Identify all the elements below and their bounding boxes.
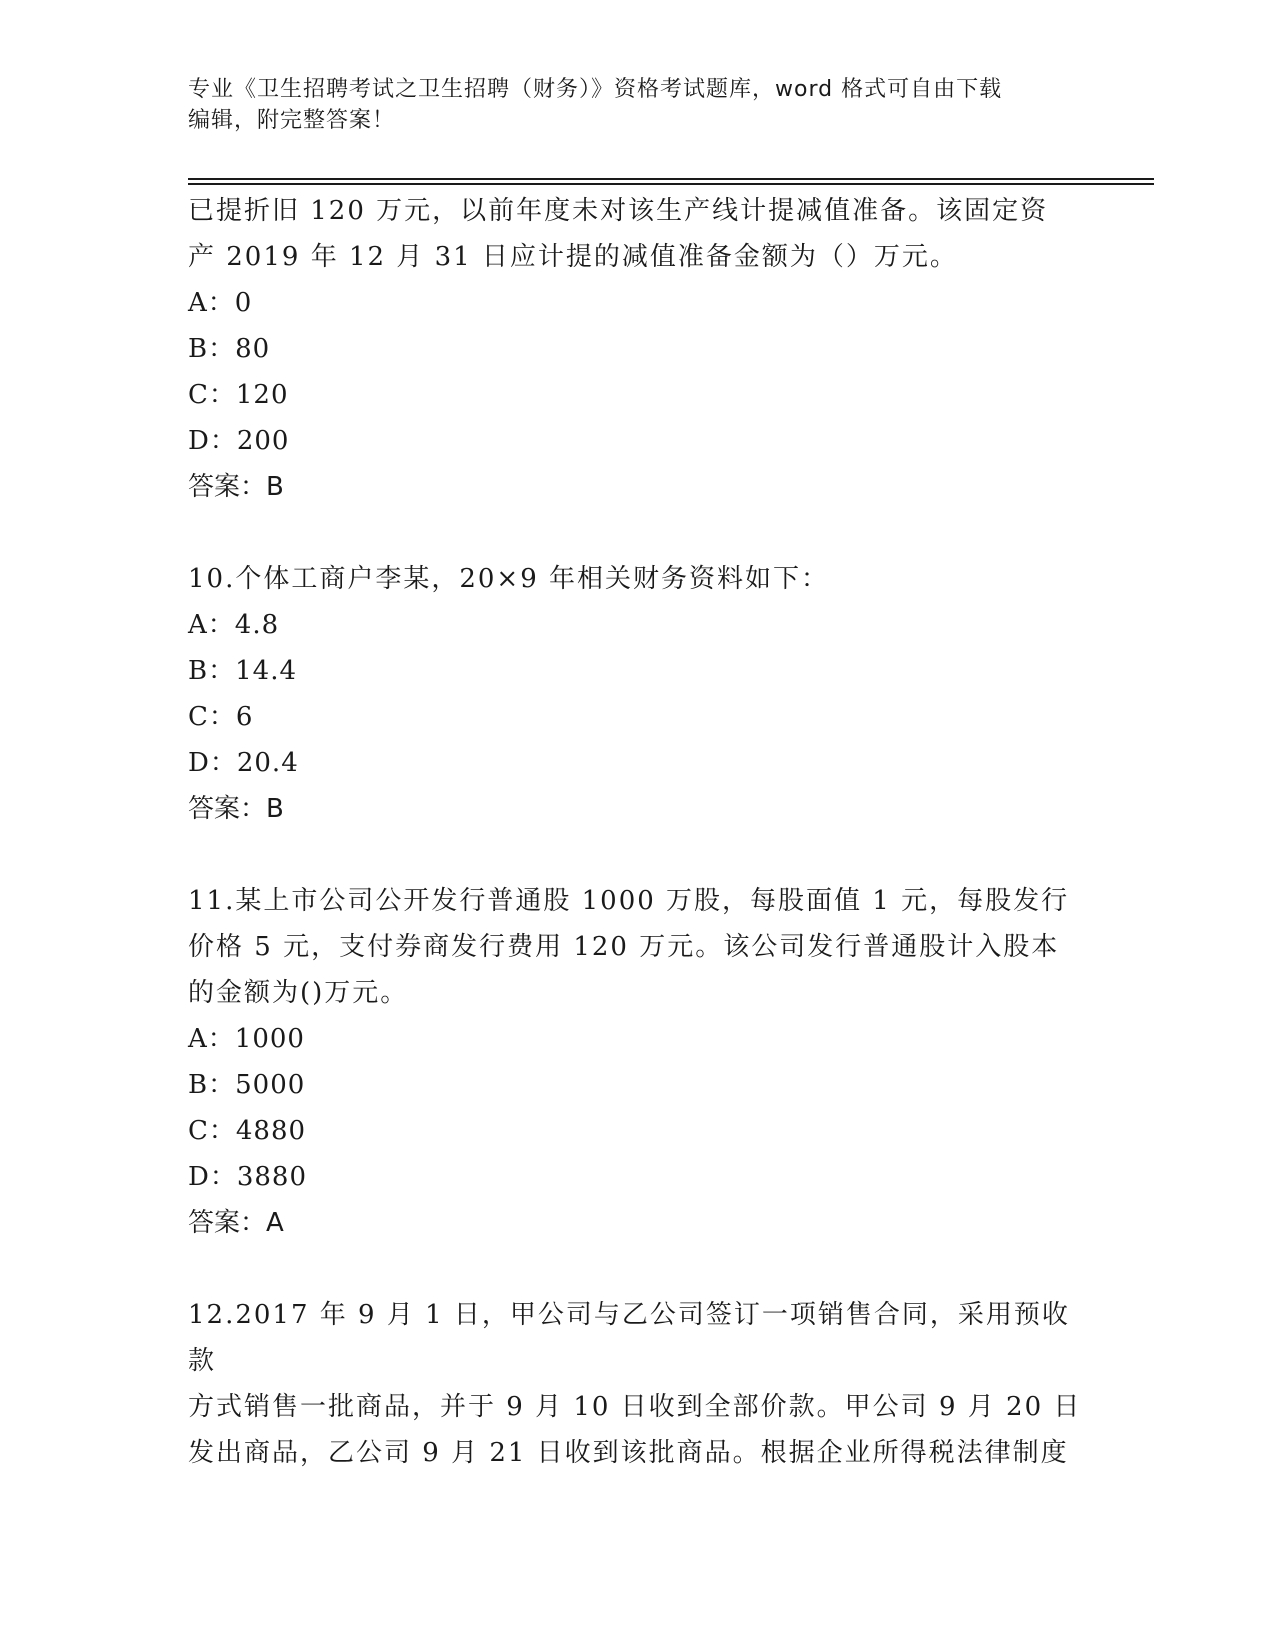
question-11-option-d: D：3880 <box>188 1162 308 1192</box>
question-12-text-line-2: 方式销售一批商品，并于 9 月 10 日收到全部价款。甲公司 9 月 20 日 <box>188 1392 1082 1422</box>
question-12-text-line-3: 发出商品，乙公司 9 月 21 日收到该批商品。根据企业所得税法律制度 <box>188 1438 1069 1468</box>
question-11-option-c: C：4880 <box>188 1116 307 1146</box>
question-9-option-a: A：0 <box>188 288 253 318</box>
spacer <box>188 510 1088 556</box>
question-12-text-line-1: 12.2017 年 9 月 1 日，甲公司与乙公司签订一项销售合同，采用预收款 <box>188 1300 1070 1376</box>
question-10-answer: 答案：B <box>188 794 284 824</box>
question-10-option-c: C：6 <box>188 702 254 732</box>
question-11-option-b: B：5000 <box>188 1070 306 1100</box>
header-line-2: 编辑，附完整答案！ <box>188 108 396 133</box>
question-10 <box>188 556 1088 832</box>
question-10-option-b: B：14.4 <box>188 656 297 686</box>
header-divider-top <box>188 178 1154 180</box>
spacer <box>188 832 1088 878</box>
question-9 <box>188 188 1088 510</box>
question-11-text-line-2: 价格 5 元，支付券商发行费用 120 万元。该公司发行普通股计入股本 <box>188 932 1060 962</box>
header-divider-bottom <box>188 183 1154 185</box>
question-9-option-d: D：200 <box>188 426 290 456</box>
spacer <box>188 1246 1088 1292</box>
question-list <box>188 188 1088 1476</box>
question-12 <box>188 1292 1088 1476</box>
question-9-option-b: B：80 <box>188 334 271 364</box>
question-11 <box>188 878 1088 1246</box>
question-11-text-line-1: 11.某上市公司公开发行普通股 1000 万股，每股面值 1 元，每股发行 <box>188 886 1070 916</box>
question-11-option-a: A：1000 <box>188 1024 305 1054</box>
question-11-text-line-3: 的金额为()万元。 <box>188 978 409 1008</box>
question-10-text-line-1: 10.个体工商户李某，20×9 年相关财务资料如下： <box>188 564 830 594</box>
header-line-1: 专业《卫生招聘考试之卫生招聘（财务）》资格考试题库，word 格式可自由下载 <box>188 77 1003 102</box>
question-11-answer: 答案：A <box>188 1208 284 1238</box>
question-10-option-a: A：4.8 <box>188 610 280 640</box>
document-header <box>188 74 1088 136</box>
question-9-option-c: C：120 <box>188 380 289 410</box>
question-9-text-line-2: 产 2019 年 12 月 31 日应计提的减值准备金额为（）万元。 <box>188 242 958 272</box>
question-9-text-line-1: 已提折旧 120 万元，以前年度未对该生产线计提减值准备。该固定资 <box>188 196 1049 226</box>
question-9-answer: 答案：B <box>188 472 284 502</box>
question-10-option-d: D：20.4 <box>188 748 299 778</box>
